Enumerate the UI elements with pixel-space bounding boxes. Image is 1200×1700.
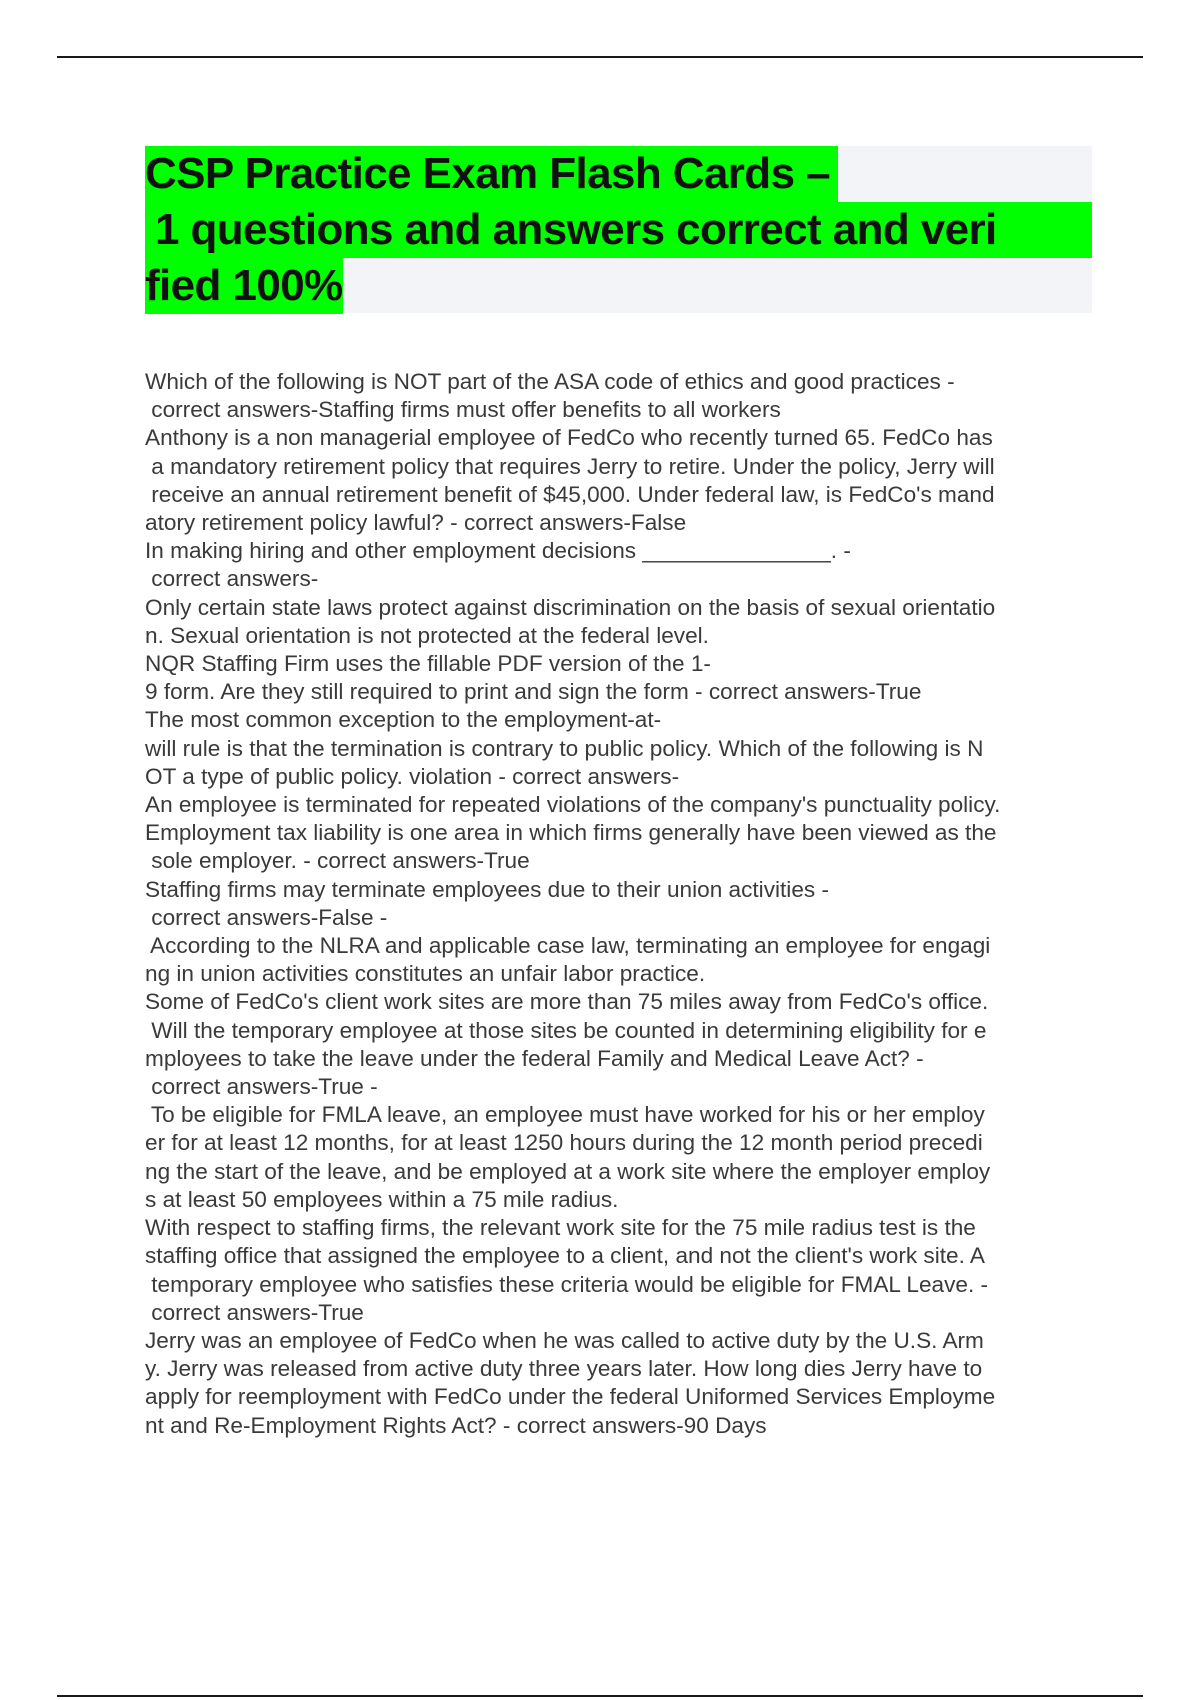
text-line: er for at least 12 months, for at least 1250 hours during the 12 month period precedi <box>145 1130 983 1156</box>
text-line: ng the start of the leave, and be employed at a work site where the employer employ <box>145 1158 991 1184</box>
footer-rule <box>57 1695 1143 1697</box>
text-line: In making hiring and other employment decisions _______________. - <box>145 538 851 564</box>
text-line: will rule is that the termination is contrary to public policy. Which of the following is N <box>145 735 984 761</box>
text-line: correct answers-Staffing firms must offer benefits to all workers <box>145 397 781 423</box>
text-line: OT a type of public policy. violation - correct answers- <box>145 763 680 789</box>
text-line: correct answers-False - <box>145 904 388 930</box>
text-line: n. Sexual orientation is not protected at the federal level. <box>145 622 709 648</box>
title-line-3: fied 100% <box>145 258 343 314</box>
text-line: sole employer. - correct answers-True <box>145 848 530 874</box>
text-line: The most common exception to the employment-at- <box>145 707 662 733</box>
text-line: With respect to staffing firms, the relevant work site for the 75 mile radius test is the <box>145 1215 976 1241</box>
text-line: receive an annual retirement benefit of $45,000. Under federal law, is FedCo's mand <box>145 481 995 507</box>
text-line: ng in union activities constitutes an unfair labor practice. <box>145 961 706 987</box>
header-rule <box>57 56 1143 58</box>
text-line: According to the NLRA and applicable case law, terminating an employee for engagi <box>145 933 991 959</box>
text-line: NQR Staffing Firm uses the fillable PDF version of the 1- <box>145 651 711 677</box>
text-line: Will the temporary employee at those sites be counted in determining eligibility for e <box>145 1017 987 1043</box>
text-line: Some of FedCo's client work sites are more than 75 miles away from FedCo's office. <box>145 989 989 1015</box>
text-line: correct answers- <box>145 566 319 592</box>
title-line-1: CSP Practice Exam Flash Cards – <box>145 146 838 202</box>
text-line: y. Jerry was released from active duty three years later. How long dies Jerry have to <box>145 1356 983 1382</box>
text-line: mployees to take the leave under the federal Family and Medical Leave Act? - <box>145 1045 924 1071</box>
text-line: To be eligible for FMLA leave, an employee must have worked for his or her employ <box>145 1102 985 1128</box>
text-line: nt and Re-Employment Rights Act? - correct answers-90 Days <box>145 1412 767 1438</box>
text-line: Staffing firms may terminate employees due to their union activities - <box>145 876 829 902</box>
text-line: Anthony is a non managerial employee of FedCo who recently turned 65. FedCo has <box>145 425 993 451</box>
text-line: Jerry was an employee of FedCo when he was called to active duty by the U.S. Arm <box>145 1327 984 1353</box>
text-line: s at least 50 employees within a 75 mile radius. <box>145 1186 619 1212</box>
text-line: 9 form. Are they still required to print and sign the form - correct answers-True <box>145 679 922 705</box>
document-title <box>145 146 1092 313</box>
text-line: Which of the following is NOT part of the ASA code of ethics and good practices - <box>145 369 955 394</box>
text-line: staffing office that assigned the employee to a client, and not the client's work site. A <box>145 1243 985 1269</box>
text-line: Employment tax liability is one area in which firms generally have been viewed as the <box>145 820 997 846</box>
title-line-2: 1 questions and answers correct and veri <box>145 202 1092 258</box>
text-line: correct answers-True <box>145 1299 364 1325</box>
text-line: An employee is terminated for repeated violations of the company's punctuality policy. <box>145 792 1001 818</box>
text-line: temporary employee who satisfies these criteria would be eligible for FMAL Leave. - <box>145 1271 989 1297</box>
text-line: a mandatory retirement policy that requires Jerry to retire. Under the policy, Jerry will <box>145 453 995 479</box>
text-line: Only certain state laws protect against discrimination on the basis of sexual orientatio <box>145 594 996 620</box>
flash-card-text <box>145 368 1105 1440</box>
text-line: atory retirement policy lawful? - correct answers-False <box>145 510 687 536</box>
text-line: correct answers-True - <box>145 1074 378 1100</box>
text-line: apply for reemployment with FedCo under the federal Uniformed Services Employme <box>145 1384 996 1410</box>
